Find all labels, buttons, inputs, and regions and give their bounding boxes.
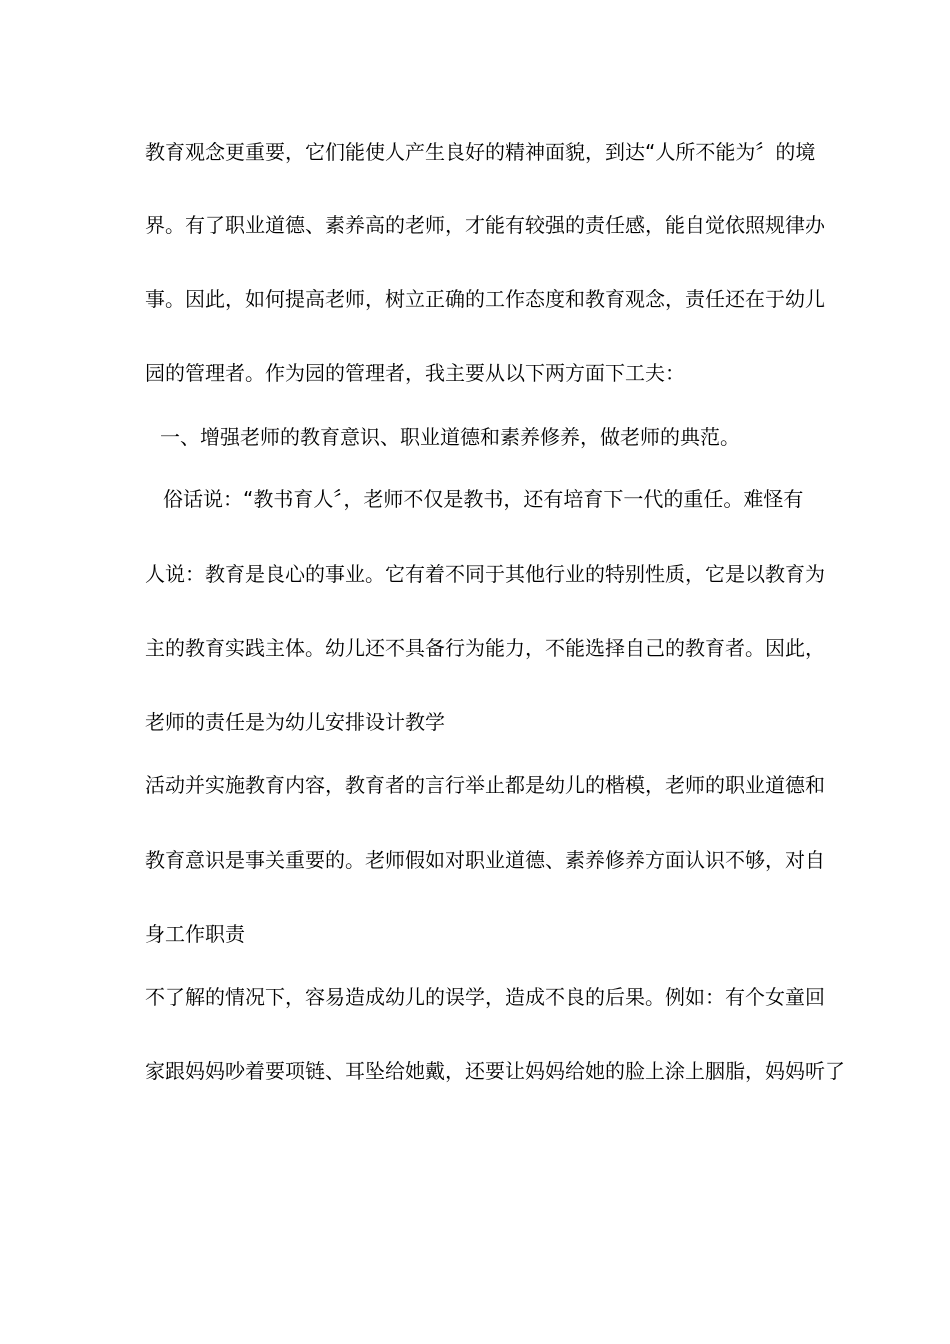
paragraph-line: 园的管理者。作为园的管理者，我主要从以下两方面下工夫： bbox=[145, 361, 685, 385]
section-heading: 一、增强老师的教育意识、职业道德和素养修养，做老师的典范。 bbox=[160, 425, 740, 449]
paragraph-line: 老师的责任是为幼儿安排设计教学 bbox=[145, 710, 445, 734]
paragraph-line: 教育观念更重要，它们能使人产生良好的精神面貌，到达“人所不能为〞的境 bbox=[145, 140, 816, 164]
paragraph-line: 俗话说：“教书育人〞，老师不仅是教书，还有培育下一代的重任。难怪有 bbox=[163, 487, 804, 511]
paragraph-line: 活动并实施教育内容，教育者的言行举止都是幼儿的楷模，老师的职业道德和 bbox=[145, 773, 825, 797]
paragraph-line: 家跟妈妈吵着要项链、耳坠给她戴，还要让妈妈给她的脸上涂上胭脂，妈妈听了 bbox=[145, 1059, 845, 1083]
paragraph-line: 身工作职责 bbox=[145, 922, 245, 946]
paragraph-line: 界。有了职业道德、素养高的老师，才能有较强的责任感，能自觉依照规律办 bbox=[145, 213, 825, 237]
paragraph-line: 教育意识是事关重要的。老师假如对职业道德、素养修养方面认识不够，对自 bbox=[145, 848, 825, 872]
paragraph-line: 人说：教育是良心的事业。它有着不同于其他行业的特别性质，它是以教育为 bbox=[145, 562, 825, 586]
paragraph-line: 事。因此，如何提高老师，树立正确的工作态度和教育观念，责任还在于幼儿 bbox=[145, 287, 825, 311]
paragraph-line: 主的教育实践主体。幼儿还不具备行为能力，不能选择自己的教育者。因此， bbox=[145, 636, 825, 660]
paragraph-line: 不了解的情况下，容易造成幼儿的误学，造成不良的后果。例如：有个女童回 bbox=[145, 985, 825, 1009]
